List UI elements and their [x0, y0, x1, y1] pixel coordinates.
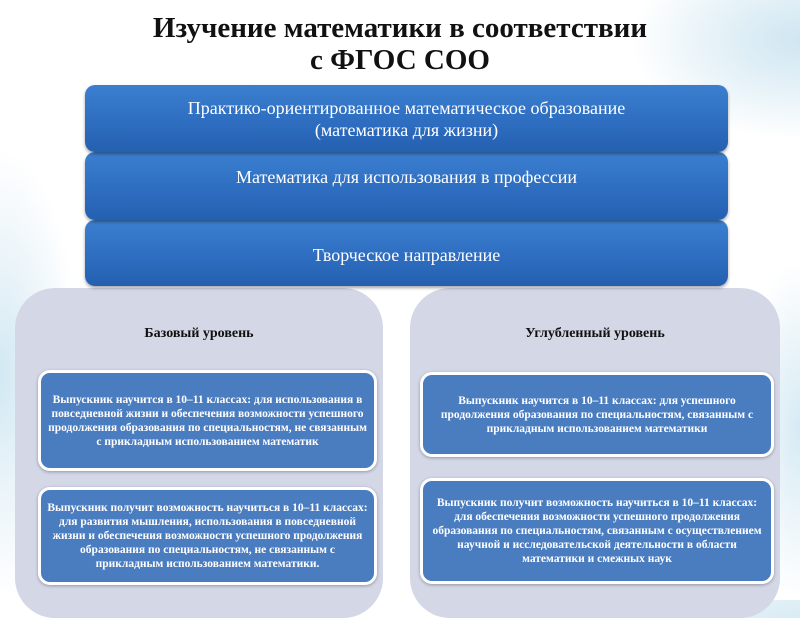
title-line-2: с ФГОС СОО: [310, 44, 490, 76]
panel-title: Углубленный уровень: [525, 326, 665, 341]
direction-sublabel: (математика для жизни): [314, 120, 499, 140]
panel-title: Базовый уровень: [144, 326, 254, 341]
direction-label: Математика для использования в профессии: [235, 167, 578, 187]
will-learn-box: Выпускник научится в 10–11 классах: для успешного продолжения образования по специальностям, связанным с прикладным использованием математики: [420, 372, 774, 457]
panel-basic-level: [15, 288, 383, 618]
slide-title: [0, 12, 800, 76]
panel-advanced-level: [410, 288, 780, 618]
direction-practical: [85, 85, 728, 152]
may-learn-box: Выпускник получит возможность научиться в 10–11 классах: для обеспечения возможности успешного продолжения образования по специальностям, связанным с осуществлением научной и исследовательской деятельности в области математики и смежных наук: [420, 478, 774, 584]
direction-label: Творческое направление: [312, 245, 501, 265]
title-line-1: Изучение математики в соответствии: [152, 12, 648, 44]
direction-profession: [85, 152, 728, 220]
may-learn-box: Выпускник получит возможность научиться в 10–11 классах: для развития мышления, использования в повседневной жизни и обеспечения возможности успешного продолжения образования по специальностям, не связанным с прикладным использованием математики.: [38, 487, 377, 585]
will-learn-box: Выпускник научится в 10–11 классах: для использования в повседневной жизни и обеспечения возможности успешного продолжения образования по специальностям, не связанным с прикладным использованием математик: [38, 370, 377, 471]
direction-label: Практико-ориентированное математическое образование: [187, 98, 626, 118]
direction-creative: [85, 220, 728, 286]
